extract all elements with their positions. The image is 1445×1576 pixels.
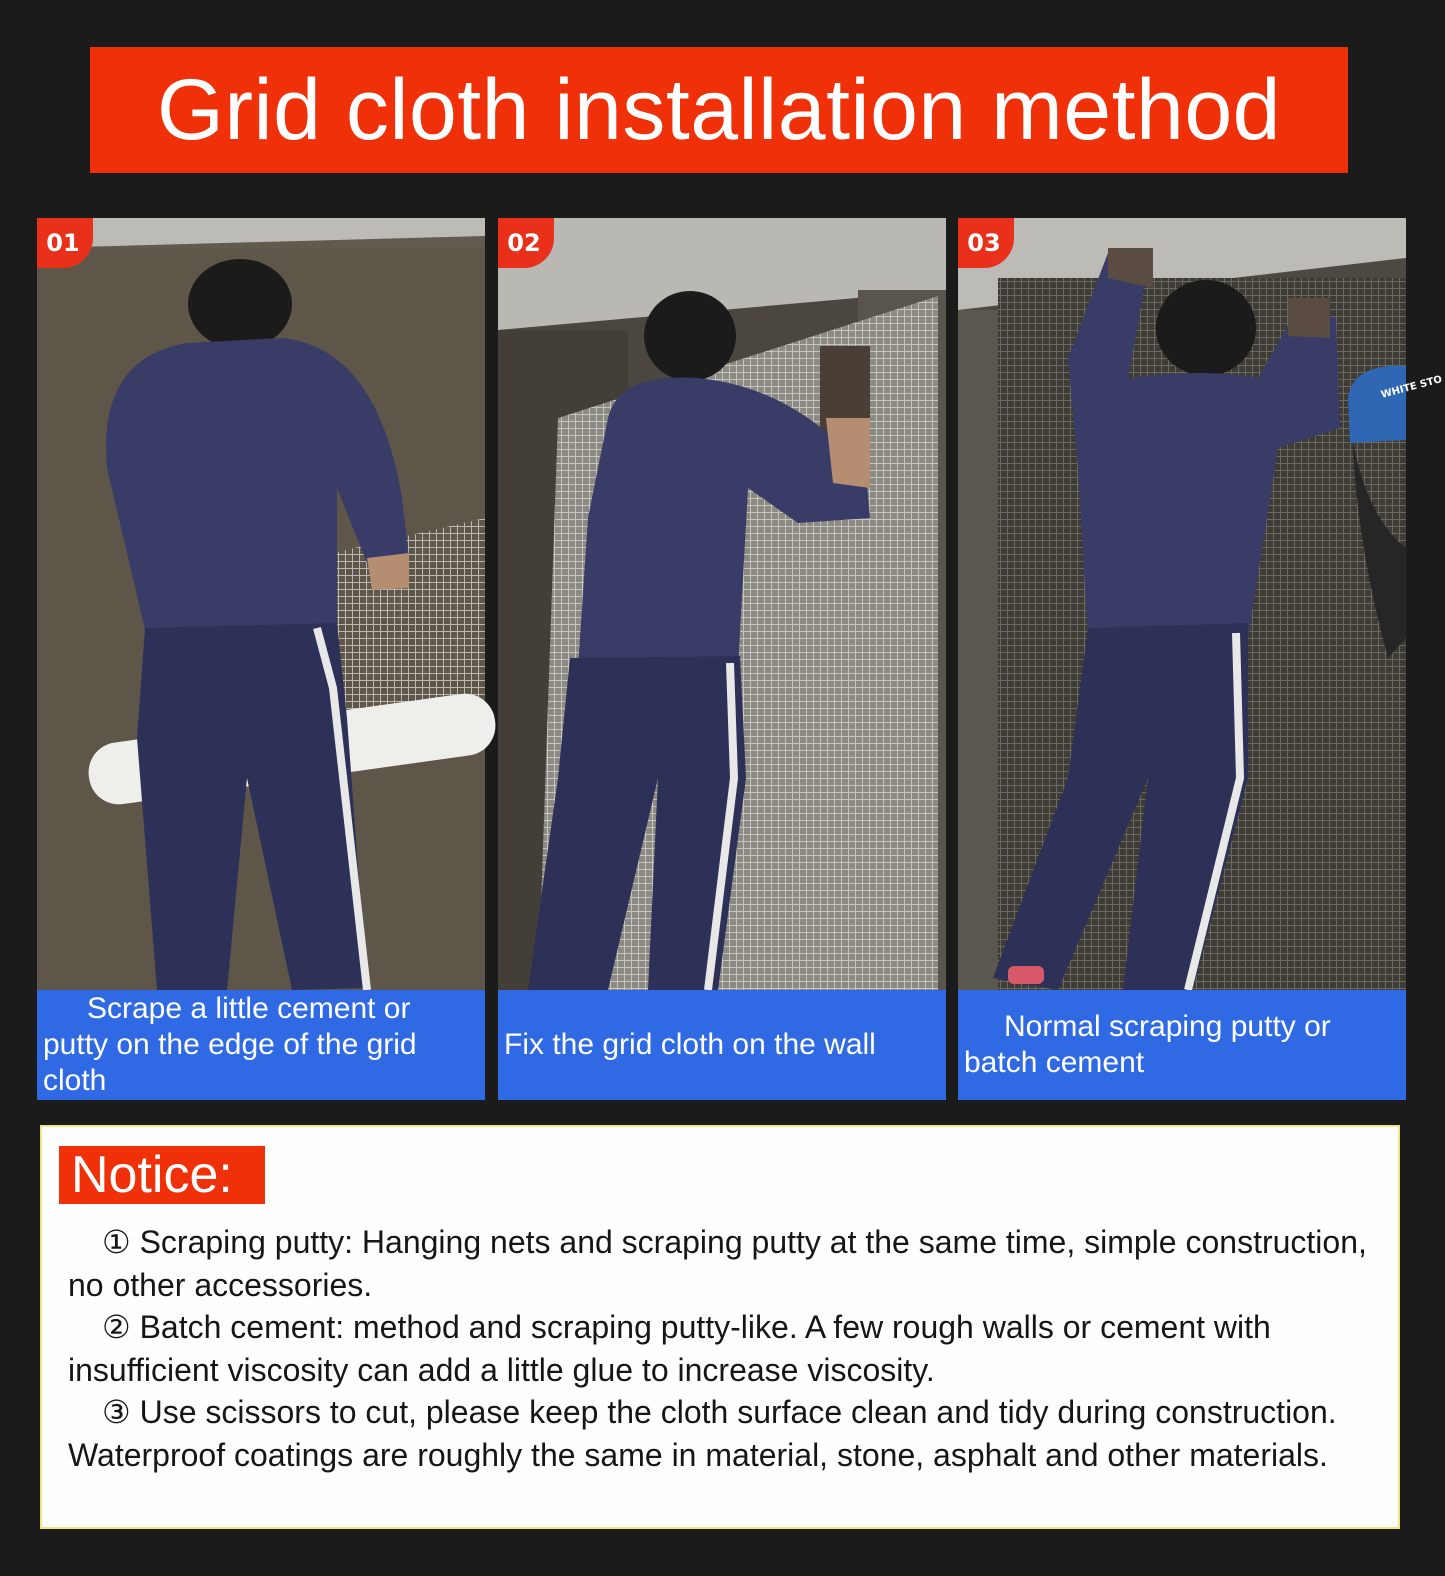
step-photo-1 [37,218,485,990]
notice-item: ③ Use scissors to cut, please keep the cloth surface clean and tidy during construction. Waterproof coatings are roughly the same in material, stone, asphalt and other materials. [68,1394,1337,1473]
step-panel-2 [498,218,946,1100]
notice-item: ① Scraping putty: Hanging nets and scraping putty at the same time, simple construction, no other accessories. [68,1224,1367,1303]
step-photo-2 [498,218,946,990]
step-caption-text: Normal scraping putty or batch cement [964,1010,1331,1079]
step-panel-3 [958,218,1444,1100]
step-photo-3 [958,218,1444,990]
step-caption [498,990,946,1100]
title-banner [90,47,1348,173]
step-caption-text: Scrape a little cement or putty on the edge of the grid cloth [43,992,417,1097]
step-caption-text: Fix the grid cloth on the wall [504,1028,876,1061]
step-number-badge: 02 [498,218,554,268]
step-caption [958,990,1406,1100]
notice-list [68,1221,1388,1476]
notice-box [40,1125,1400,1529]
step-number-badge: 03 [958,218,1014,268]
step-caption [37,990,485,1100]
step-panel-1 [37,218,485,1100]
notice-label: Notice: [59,1146,265,1204]
cap-print-text: WHITE STO [1379,374,1444,401]
notice-item: ② Batch cement: method and scraping putty-like. A few rough walls or cement with insufficient viscosity can add a little glue to increase viscosity. [68,1309,1271,1388]
page-title: Grid cloth installation method [156,62,1281,158]
step-number-badge: 01 [37,218,93,268]
